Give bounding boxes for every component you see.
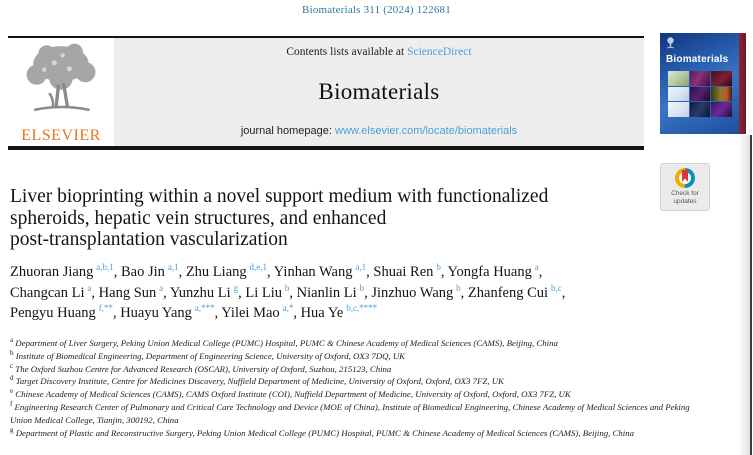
page-edge-line: [750, 135, 752, 455]
cover-journal-title: Biomaterials: [666, 54, 729, 65]
affiliation: [10, 350, 712, 363]
affiliation: [10, 337, 712, 350]
author-affiliation-ref: a,1: [167, 262, 179, 273]
affiliation-label: d: [10, 374, 14, 383]
homepage-line: [241, 125, 517, 137]
crossmark-icon: [675, 168, 695, 188]
author-affiliation-ref: d,e,1: [249, 262, 268, 273]
cover-tile: [690, 87, 711, 102]
header-rule-bottom: [8, 146, 644, 150]
author-name: Jinzhuo Wang $^b$: [371, 282, 461, 301]
cover-tile: [711, 71, 732, 86]
elsevier-tree-icon: [19, 41, 103, 126]
author-affiliation-ref: b,c: [550, 282, 562, 293]
affiliation: [10, 427, 712, 440]
cover-tile: [668, 102, 689, 117]
author-line: Pengyu Huang $^{f,**}$, Huayu Yang $^{a,***}$, Yilei Mao $^{a,*}$, Hua Ye $^{b,c,****}$: [10, 303, 378, 321]
author-line: Zhuoran Jiang $^{a,b,1}$, Bao Jin $^{a,1}$, Zhu Liang $^{d,e,1}$, Yinhan Wang $^{a,1}$, Shuai Ren $^b$, Yongfa Huang $^a$,: [10, 262, 543, 280]
journal-title: Biomaterials: [318, 78, 440, 104]
homepage-url-link[interactable]: www.elsevier.com/locate/biomaterials: [335, 125, 518, 137]
affiliation-label: c: [10, 361, 14, 370]
affiliation-label: a: [10, 336, 14, 345]
author-name: Zhanfeng Cui $^{b,c}$: [467, 282, 562, 301]
crossmark-ribbon-icon: [682, 170, 688, 182]
journal-cover-thumbnail: [660, 33, 746, 134]
author-affiliation-ref: a,1: [355, 262, 367, 273]
elsevier-logo: [8, 38, 114, 146]
affiliation-text: Engineering Research Center of Pulmonary and Critical Care Technology and Device (MOE of China), Institute of Biomedical Engineering, Chinese Academy of Medical Sciences and Peking Union Medical College, Tianjin, 300192, China: [10, 401, 690, 425]
author-affiliation-ref: a: [534, 262, 539, 273]
author-name: Zhuoran Jiang $^{a,b,1}$: [10, 262, 114, 280]
elsevier-wordmark: ELSEVIER: [21, 127, 101, 144]
affiliation-text: Department of Liver Surgery, Peking Union Medical College (PUMC) Hospital, PUMC & Chinese Academy of Medical Sciences (CAMS), Beijing, China: [13, 338, 558, 348]
cover-tile: [711, 102, 732, 117]
author-affiliation-ref: b,c,****: [346, 303, 378, 314]
journal-header-band: [8, 38, 644, 146]
cover-tile: [668, 87, 689, 102]
elsevier-tree-mini-icon: [666, 36, 675, 48]
author-affiliation-ref: a,***: [194, 303, 215, 314]
author-affiliation-ref: b: [284, 282, 290, 293]
affiliation-text: Target Discovery Institute, Centre for Medicines Discovery, Nuffield Department of Medicine, University of Oxford, Oxford, OX3 7FZ, UK: [13, 376, 504, 387]
author-name: Yinhan Wang $^{a,1}$: [273, 262, 367, 280]
cover-image-grid: [668, 71, 732, 117]
affiliation: [10, 388, 712, 401]
author-lines: [10, 262, 690, 324]
article-title-line: spheroids, hepatic vein structures, and enhanced: [10, 207, 387, 229]
author-name: Bao Jin $^{a,1}$: [121, 262, 179, 280]
author-name: Pengyu Huang $^{f,**}$: [10, 303, 113, 321]
cover-tile: [668, 71, 689, 86]
author-name: Nianlin Li $^b$: [296, 282, 365, 301]
affiliation-label: b: [10, 348, 14, 357]
author-name: Yilei Mao $^{a,*}$: [221, 303, 294, 321]
author-name: Zhu Liang $^{d,e,1}$: [185, 262, 268, 280]
author-affiliation-ref: a,*: [282, 303, 294, 314]
author-affiliation-ref: a: [87, 282, 92, 293]
cover-tile: [711, 87, 732, 102]
journal-masthead: [114, 38, 644, 146]
affiliation: [10, 363, 712, 376]
affiliations-list: [10, 337, 712, 439]
affiliation-text: Department of Plastic and Reconstructive Surgery, Peking Union Medical College (PUMC) Hospital, PUMC & Chinese Academy of Medical Sciences (CAMS), Beijing, China: [13, 427, 635, 438]
author-name: Li Liu $^b$: [245, 282, 290, 301]
cover-tile: [690, 71, 711, 86]
author-name: Hua Ye $^{b,c,****}$: [300, 303, 378, 321]
contents-line-prefix: Contents lists available at: [286, 46, 408, 58]
author-name: Shuai Ren $^b$: [373, 262, 441, 280]
author-affiliation-ref: a,b,1: [96, 262, 114, 273]
article-title-line: Liver bioprinting within a novel support medium with functionalized: [10, 186, 549, 207]
affiliation-label: g: [10, 425, 14, 434]
article-title-line: post-transplantation vascularization: [10, 229, 288, 250]
journal-citation: Biomaterials 311 (2024) 122681: [302, 4, 451, 16]
affiliation-label: f: [10, 400, 13, 409]
homepage-prefix: journal homepage:: [240, 125, 335, 137]
cover-tile: [690, 102, 711, 117]
author-name: Yongfa Huang $^a$: [447, 262, 539, 280]
check-for-updates-label: Check for updates: [671, 190, 699, 206]
author-line: Changcan Li $^a$, Hang Sun $^a$, Yunzhu Li $^g$, Li Liu $^b$, Nianlin Li $^b$, Jinzhuo Wang $^b$, Zhanfeng Cui $^{b,c}$,: [10, 282, 566, 301]
affiliation-text: Institute of Biomedical Engineering, Department of Engineering Science, University of Oxford, OX3 7DQ, UK: [13, 350, 406, 361]
author-name: Huayu Yang $^{a,***}$: [120, 303, 215, 321]
affiliation-label: e: [10, 387, 14, 396]
author-affiliation-ref: b: [359, 282, 365, 293]
affiliation: [10, 375, 712, 388]
author-affiliation-ref: f,**: [98, 303, 113, 314]
author-name: Yunzhu Li $^g$: [169, 282, 239, 301]
author-name: Hang Sun $^a$: [98, 282, 164, 301]
article-title: [10, 186, 670, 251]
cover-spine: [739, 33, 746, 134]
page-edge-shadow: [738, 135, 750, 455]
affiliation: [10, 401, 712, 427]
contents-line: [286, 46, 471, 58]
author-affiliation-ref: g: [233, 282, 239, 293]
affiliation-text: Chinese Academy of Medical Sciences (CAMS), CAMS Oxford Institute (COI), Nuffield Department of Medicine, University of Oxford, Oxford, OX3 7FZ, UK: [13, 389, 571, 400]
author-affiliation-ref: a: [159, 282, 164, 293]
author-name: Changcan Li $^a$: [10, 282, 92, 301]
affiliation-text: The Oxford Suzhou Centre for Advanced Research (OSCAR), University of Oxford, Suzhou, 215123, China: [13, 363, 392, 374]
sciencedirect-link[interactable]: ScienceDirect: [407, 46, 472, 58]
author-affiliation-ref: b: [456, 282, 461, 293]
author-affiliation-ref: b: [436, 262, 441, 273]
